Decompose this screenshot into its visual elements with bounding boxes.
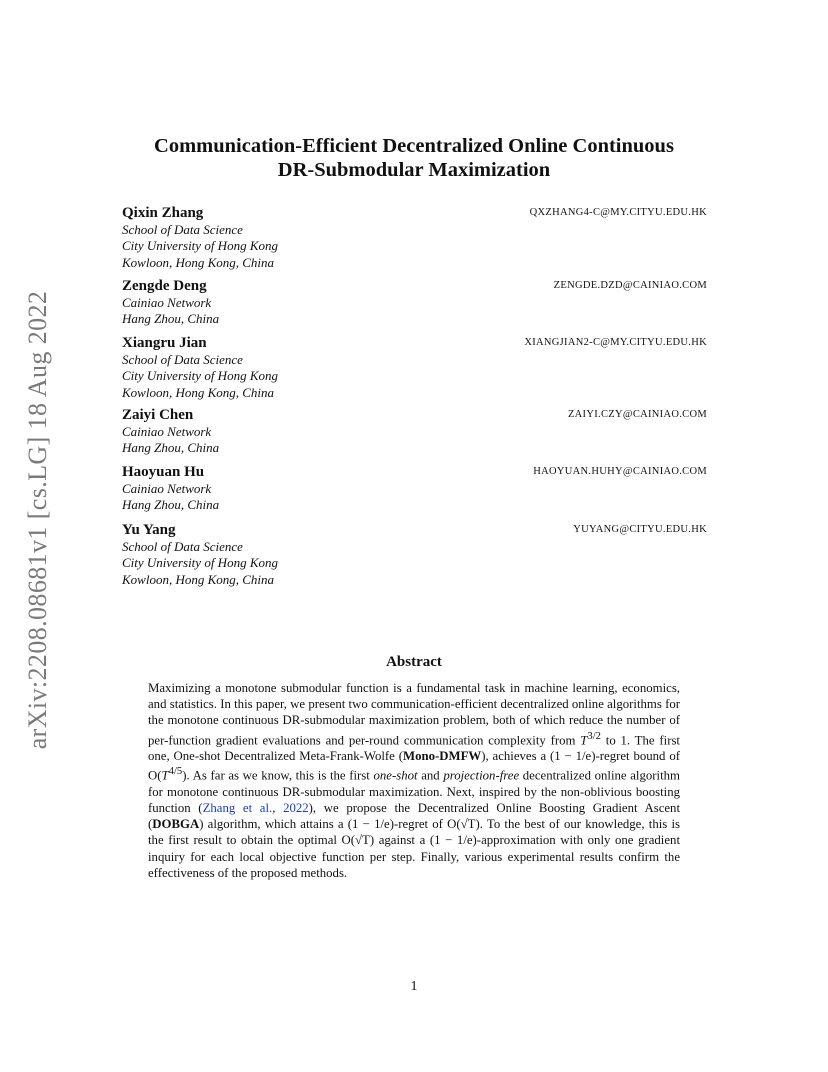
arxiv-identifier-text: arXiv:2208.08681v1 [cs.LG] 18 Aug 2022 <box>23 290 52 750</box>
author-affiliation-line: Cainiao Network <box>122 481 212 496</box>
author-email[interactable]: XIANGJIAN2-C@MY.CITYU.EDU.HK <box>524 337 707 348</box>
author-affiliation-line: City University of Hong Kong <box>122 555 278 571</box>
abstract-text: , <box>272 800 284 815</box>
author-affiliation-line: Cainiao Network <box>122 424 212 439</box>
author-name: Zengde Deng <box>122 278 207 294</box>
author-block <box>122 464 707 514</box>
page-number: 1 <box>410 979 418 994</box>
author-affiliation-line: Kowloon, Hong Kong, China <box>122 384 275 400</box>
author-name: Zaiyi Chen <box>122 407 194 423</box>
author-block <box>122 522 707 588</box>
author-email[interactable]: ZAIYI.CZY@CAINIAO.COM <box>567 409 707 420</box>
author-affiliation-line: Cainiao Network <box>122 295 212 310</box>
author-email[interactable]: HAOYUAN.HUHY@CAINIAO.COM <box>533 466 707 477</box>
author-block <box>122 335 707 401</box>
author-email[interactable]: YUYANG@CITYU.EDU.HK <box>573 524 707 535</box>
author-block <box>122 205 707 271</box>
emphasis-text: projection-free <box>443 768 520 783</box>
abstract-body <box>148 680 680 881</box>
arxiv-identifier-stamp <box>18 280 58 760</box>
author-affiliation-line: Kowloon, Hong Kong, China <box>122 254 275 270</box>
title-line-1: Communication-Efficient Decentralized Online Continuous <box>154 135 674 157</box>
author-name: Qixin Zhang <box>122 205 204 221</box>
author-email[interactable]: ZENGDE.DZD@CAINIAO.COM <box>553 280 707 291</box>
author-block <box>122 278 707 328</box>
math-exponent: 3/2 <box>587 730 601 742</box>
author-name: Xiangru Jian <box>122 335 207 351</box>
abstract-text: ). As far as we know, this is the first <box>182 768 374 783</box>
algorithm-name: Mono-DMFW <box>403 749 482 764</box>
author-affiliation-line: Kowloon, Hong Kong, China <box>122 571 275 587</box>
math-variable: T <box>580 732 588 747</box>
title-line-2: DR-Submodular Maximization <box>277 159 551 181</box>
author-affiliation-line: City University of Hong Kong <box>122 368 278 384</box>
author-affiliation-line: School of Data Science <box>122 222 243 237</box>
author-affiliation-line: School of Data Science <box>122 539 243 554</box>
abstract-text: decentralized online algorithm for monotone continuous DR-submodular maximization. Next, inspired by the non-oblivious boosting function ( <box>148 768 680 815</box>
paper-title <box>100 134 728 182</box>
author-affiliation-line: Hang Zhou, China <box>122 440 220 456</box>
author-email[interactable]: QXZHANG4-C@MY.CITYU.EDU.HK <box>529 207 707 218</box>
author-name: Yu Yang <box>122 522 176 538</box>
abstract-text: Maximizing a monotone submodular function is a fundamental task in machine learning, economics, and statistics. In this paper, we present two communication-efficient decentralized online algorithms for the monotone continuous DR-submodular maximization problem, both of which reduce the number of per-function gradient evaluations and per-round communication complexity from <box>148 681 680 747</box>
author-affiliation-line: Hang Zhou, China <box>122 311 220 327</box>
abstract-heading: Abstract <box>386 654 442 670</box>
author-affiliation-line: City University of Hong Kong <box>122 238 278 254</box>
citation-link[interactable]: 2022 <box>283 800 309 815</box>
math-variable: T <box>161 768 169 783</box>
author-block <box>122 407 707 457</box>
algorithm-name: DOBGA <box>152 817 200 832</box>
abstract-text: ), achieves a (1 − 1/e)-regret bound of O( <box>148 749 680 783</box>
emphasis-text: one-shot <box>373 768 418 783</box>
author-affiliation-line: Hang Zhou, China <box>122 497 220 513</box>
abstract-text: to 1. The first one, One-shot Decentralized Meta-Frank-Wolfe ( <box>148 732 680 764</box>
citation-link[interactable]: Zhang et al. <box>202 800 273 815</box>
author-name: Haoyuan Hu <box>122 464 205 480</box>
abstract-text: ), we propose the Decentralized Online Boosting Gradient Ascent ( <box>148 800 681 832</box>
abstract-text: ) algorithm, which attains a (1 − 1/e)-regret of O(√T). To the best of our knowledge, this is the first result to obtain the optimal O(√T) against a (1 − 1/e)-approximation with only one gradient inquiry for each local objective function per step. Finally, various experimental results confirm the effectiveness of the proposed methods. <box>148 817 680 880</box>
abstract-text: and <box>417 768 444 783</box>
math-exponent: 4/5 <box>168 766 183 778</box>
author-affiliation-line: School of Data Science <box>122 352 243 367</box>
